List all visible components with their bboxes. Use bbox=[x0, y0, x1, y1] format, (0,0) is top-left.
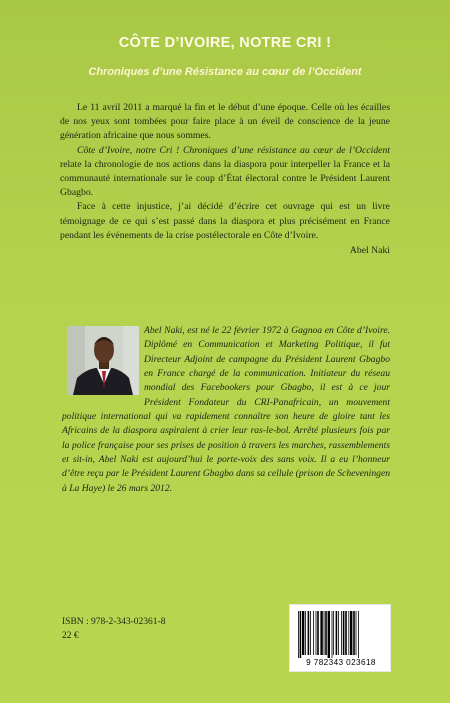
barcode-bar bbox=[310, 611, 311, 655]
barcode-bar bbox=[298, 611, 299, 658]
barcode-bar bbox=[341, 611, 342, 655]
barcode-bar bbox=[324, 611, 325, 655]
barcode-bar bbox=[305, 611, 306, 655]
summary-book-title: Côte d’Ivoire, notre Cri ! Chroniques d’une résistance au cœur de l’Occident bbox=[77, 144, 390, 156]
barcode-bar bbox=[350, 611, 352, 655]
barcode-bar bbox=[302, 611, 304, 655]
author-biography-text: Abel Naki, est né le 22 février 1972 à Gagnoa en Côte d’Ivoire. Diplômé en Communication et Marketing Politique, il fut Directeur Adjoint de campagne du Président Laurent Gbagbo en France chargé de la communication. Initiateur du réseau mondial des Facebookers pour Gbagbo, il est à ce jour Président Fondateur du CRI-Panafricain, un mouvement politique international qui va rapidement connaître son heure de gloire tant les Africains de la diaspora aspiraient à crier leur ras-le-bol. Arrêté plusieurs fois par la police française pour ses prises de position à travers les marches, rassemblements et sit-in, Abel Naki est aujourd’hui le porte-voix des sans voix. Il a eu l’honneur d’être reçu par le Président Laurent Gbagbo dans sa cellule (prison de Scheveningen à La Haye) le 26 mars 2012. bbox=[62, 325, 390, 494]
barcode-bar bbox=[317, 611, 319, 655]
barcode-icon bbox=[290, 605, 390, 659]
barcode-bar bbox=[345, 611, 347, 655]
photo-wrap-space bbox=[62, 324, 144, 410]
barcode-bar bbox=[325, 611, 327, 655]
barcode-bar bbox=[300, 611, 302, 658]
isbn-number: ISBN : 978-2-343-02361-8 bbox=[62, 617, 166, 627]
summary-paragraph-2 bbox=[60, 144, 390, 201]
barcode-bar bbox=[358, 611, 359, 658]
barcode-bar bbox=[308, 611, 310, 655]
barcode-bar bbox=[338, 611, 339, 655]
barcode-bar bbox=[320, 611, 322, 655]
summary-paragraph-2-text: relate la chronologie de nos actions dans la diaspora pour interpeller la France et la communauté internationale sur le coup d’État électoral contre le Président Laurent Gbagbo. bbox=[60, 158, 390, 199]
barcode-bar bbox=[348, 611, 349, 655]
summary-paragraph-1: Le 11 avril 2011 a marqué la fin et le début d’une époque. Celle où les écailles de nos yeux sont tombées pour faire place à un éveil de conscience de la jeune génération africaine que nous sommes. bbox=[60, 102, 390, 142]
author-biography bbox=[62, 324, 390, 496]
book-title: CÔTE D’IVOIRE, NOTRE CRI ! bbox=[118, 35, 332, 51]
barcode-bar bbox=[328, 611, 330, 658]
summary-signature: Abel Naki bbox=[349, 245, 390, 257]
barcode-bar bbox=[343, 611, 345, 655]
barcode-bar bbox=[333, 611, 334, 655]
barcode-number: 9 782343 023618 bbox=[306, 658, 376, 667]
isbn-block bbox=[62, 615, 165, 643]
barcode-bar bbox=[332, 611, 333, 658]
barcode-bar bbox=[313, 611, 314, 655]
barcode-label bbox=[289, 604, 391, 672]
book-subtitle: Chroniques d’une Résistance au cœur de l’Occident bbox=[88, 66, 362, 78]
book-price: 22 € bbox=[62, 631, 79, 641]
barcode-bar bbox=[336, 611, 338, 655]
barcode-bar bbox=[356, 611, 357, 655]
barcode-bar bbox=[353, 611, 355, 655]
summary-text bbox=[60, 101, 390, 258]
barcode-bar bbox=[316, 611, 317, 655]
summary-paragraph-3: Face à cette injustice, j’ai décidé d’écrire cet ouvrage qui est un livre témoignage de ce qui s’est passé dans la diaspora et plus précisément en France pendant les événements de la crise postélectorale en Côte d’Ivoire. bbox=[60, 201, 390, 241]
